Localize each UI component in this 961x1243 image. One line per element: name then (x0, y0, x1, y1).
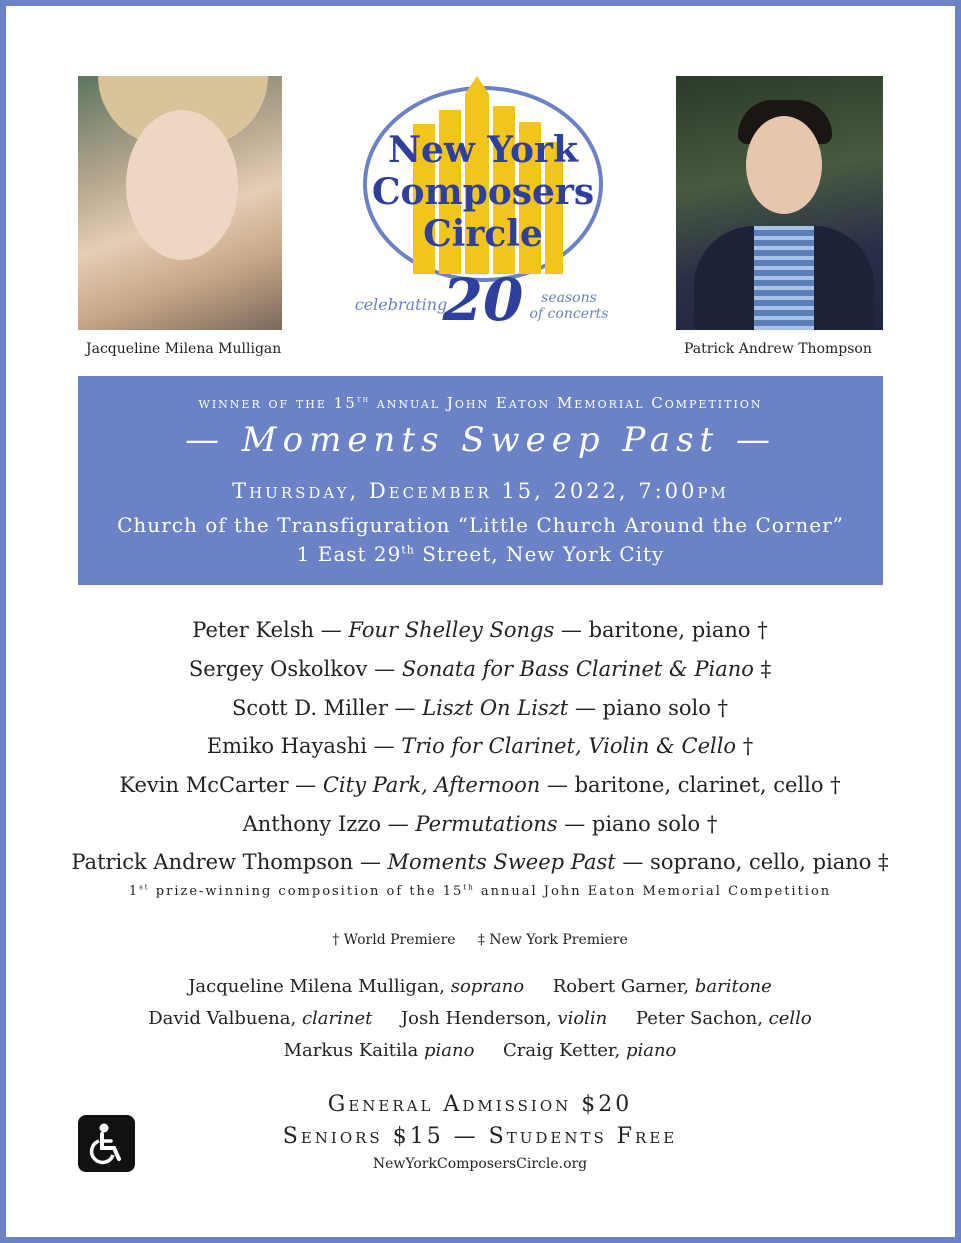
program-item: Kevin McCarter — City Park, Afternoon — baritone, clarinet, cello † (119, 773, 841, 797)
program-item: Peter Kelsh — Four Shelley Songs — baritone, piano † (192, 618, 768, 642)
performers-row: Markus Kaitila piano Craig Ketter, piano (283, 1040, 677, 1061)
soprano-photo (78, 76, 282, 330)
ny-premiere-key: ‡ New York Premiere (477, 932, 628, 948)
program-item: Emiko Hayashi — Trio for Clarinet, Violin & Cello † (206, 734, 754, 758)
soprano-caption: Jacqueline Milena Mulligan (86, 341, 282, 357)
logo-line3: Circle (423, 213, 543, 255)
performers-row: David Valbuena, clarinet Josh Henderson, violin Peter Sachon, cello (148, 1008, 812, 1029)
logo-seasons: seasons (541, 290, 597, 306)
competition-line: winner of the 15th annual John Eaton Memorial Competition (198, 394, 763, 412)
logo-line1: New York (388, 129, 578, 171)
website-link[interactable]: NewYorkComposersCircle.org (372, 1156, 588, 1172)
logo-number: 20 (442, 266, 524, 332)
nycc-logo (343, 72, 623, 332)
world-premiere-key: † World Premiere (332, 932, 456, 948)
composer-caption: Patrick Andrew Thompson (684, 341, 872, 357)
event-venue: Church of the Transfiguration “Little Church Around the Corner” (117, 513, 844, 537)
logo-of-concerts: of concerts (529, 306, 609, 322)
event-title: — Moments Sweep Past — (184, 420, 777, 460)
premiere-legend (30, 932, 930, 948)
program-item: Sergey Oskolkov — Sonata for Bass Clarinet & Piano ‡ (188, 657, 772, 681)
event-date: Thursday, December 15, 2022, 7:00pm (232, 479, 729, 503)
logo-celebrating: celebrating (354, 295, 448, 314)
performers-row: Jacqueline Milena Mulligan, soprano Robert Garner, baritone (188, 976, 772, 997)
program-item: Scott D. Miller — Liszt On Liszt — piano solo † (231, 696, 729, 720)
program-item: Patrick Andrew Thompson — Moments Sweep Past — soprano, cello, piano ‡ (71, 850, 889, 874)
prize-note: 1st prize-winning composition of the 15th annual John Eaton Memorial Competition (128, 882, 832, 899)
general-admission: General Admission $20 (327, 1092, 633, 1117)
wheelchair-accessible-icon (78, 1115, 135, 1172)
logo-line2: Composers (371, 171, 595, 213)
program-item: Anthony Izzo — Permutations — piano solo † (242, 812, 718, 836)
composer-photo (676, 76, 883, 330)
event-banner (78, 376, 883, 585)
event-address: 1 East 29th Street, New York City (296, 542, 665, 566)
seniors-students: Seniors $15 — Students Free (282, 1124, 678, 1149)
